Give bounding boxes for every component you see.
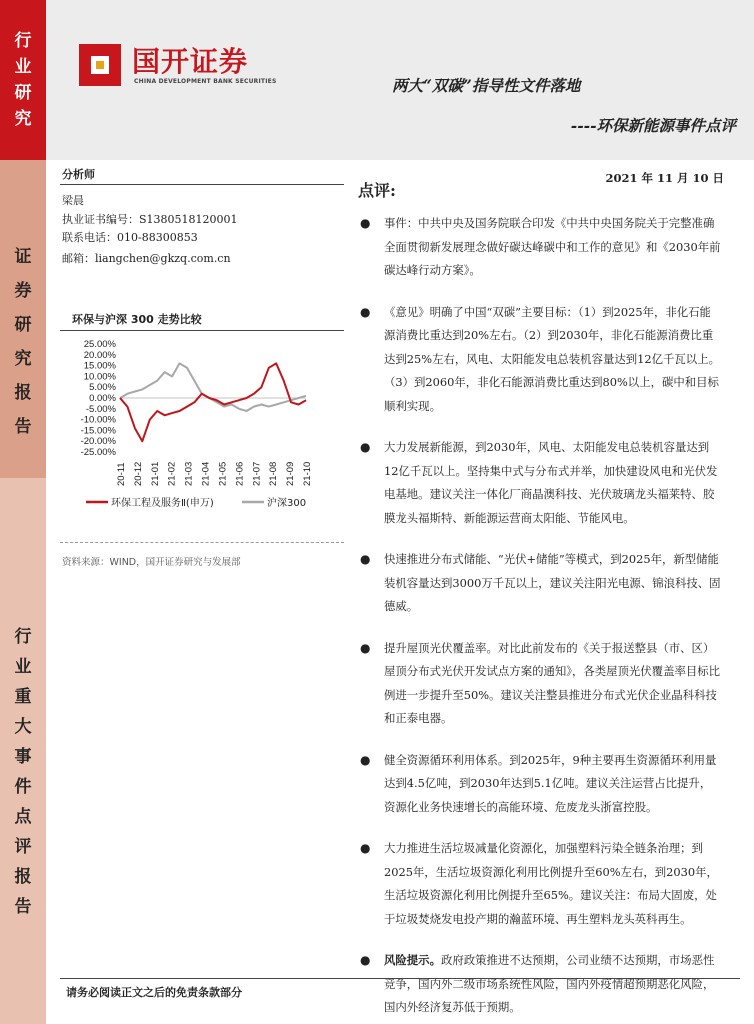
bullet-icon: ●: [360, 552, 371, 566]
y-tick-label: -5.00%: [85, 403, 116, 415]
sidebar-char: 评: [14, 837, 32, 857]
sidebar-char: 究: [14, 349, 32, 369]
report-title: 两大“双碳”指导性文件落地: [392, 76, 581, 95]
sidebar-char: 证: [14, 247, 32, 267]
list-item: ● 大力发展新能源，到2030年，风电、太阳能发电总装机容量达到12亿千瓦以上。坚持集中式与分布式并举，加快建设风电和光伏发电基地。建议关注一体化厂商晶澳科技、光伏玻璃龙头福莱特、胶膜龙头福斯特、新能源运营商太阳能、节能风电。: [358, 436, 722, 530]
analyst-heading: 分析师: [62, 168, 95, 181]
sidebar-char: 业: [14, 657, 32, 677]
y-tick-label: -15.00%: [80, 425, 116, 437]
bullet-icon: ●: [360, 752, 371, 767]
list-item: ● 提升屋顶光伏覆盖率。对比此前发布的《关于报送整县（市、区）屋顶分布式光伏开发试点方案的通知》，各类屋顶光伏覆盖率目标比例进一步提升至50%。建议关注整县推进分布式光伏企业晶科科技和正泰电器。: [358, 637, 722, 731]
sidebar-char: 告: [14, 897, 32, 917]
divider: [60, 542, 344, 543]
trend-chart: [62, 336, 344, 516]
y-tick-label: 5.00%: [89, 382, 116, 394]
x-tick-label: 21-03: [183, 461, 195, 486]
bullet-icon: ●: [360, 304, 371, 319]
x-tick-label: 21-10: [302, 461, 313, 486]
sidebar-char: 行: [14, 31, 32, 51]
sidebar-char: 报: [14, 867, 32, 887]
analyst-cert: 执业证书编号：S1380518120001: [62, 213, 238, 226]
disclaimer-note: 请务必阅读正文之后的免责条款部分: [66, 986, 242, 999]
sidebar-char: 究: [14, 109, 32, 129]
sidebar-char: 研: [14, 83, 32, 103]
sidebar-char: 业: [14, 57, 32, 77]
chart-source: 资料来源：WIND，国开证券研究与发展部: [62, 557, 241, 568]
y-tick-label: 15.00%: [83, 360, 116, 372]
risk-item: [358, 949, 722, 1020]
divider: [60, 330, 344, 331]
analyst-name: 梁晨: [62, 194, 84, 207]
bullet-icon: ●: [360, 440, 371, 454]
sidebar-char: 券: [14, 281, 32, 301]
bullet-icon: ●: [360, 640, 371, 655]
x-tick-label: 21-01: [149, 461, 161, 486]
series-line: [120, 363, 306, 441]
divider: [60, 978, 740, 979]
sidebar-char: 行: [14, 627, 32, 647]
sidebar-char: 研: [14, 315, 32, 335]
analyst-phone: 联系电话：010-88300853: [62, 231, 198, 244]
y-tick-label: 10.00%: [83, 371, 116, 383]
list-item: ● 大力推进生活垃圾减量化资源化，加强塑料污染全链条治理；到2025年，生活垃圾资源化利用比例提升至60%左右，到2030年，生活垃圾资源化利用比例提升至65%。建议关注：布局大固废，处于垃圾焚烧发电投产期的瀚蓝环境、再生塑料龙头英科再生。: [358, 837, 722, 931]
risk-label: 风险提示。: [384, 953, 441, 967]
x-tick-label: 21-09: [285, 461, 297, 486]
report-date: 2021 年 11 月 10 日: [605, 171, 724, 185]
y-tick-label: -25.00%: [80, 447, 116, 458]
list-item: ● 健全资源循环利用体系。到2025年，9种主要再生资源循环利用量达到4.5亿吨，到2030年达到5.1亿吨。建议关注运营占比提升，资源化业务快速增长的高能环境、危废龙头浙富控股。: [358, 749, 722, 820]
series-line: [120, 363, 306, 411]
legend-label: 沪深300: [267, 498, 307, 509]
y-tick-label: -10.00%: [80, 414, 116, 426]
x-tick-label: 21-02: [166, 461, 178, 486]
comment-heading: 点评:: [358, 181, 396, 200]
sidebar-char: 点: [14, 807, 32, 827]
chart-title: 环保与沪深 300 走势比较: [72, 313, 202, 326]
report-subtitle: ----环保新能源事件点评: [570, 116, 736, 135]
analyst-email[interactable]: 邮箱：liangchen@gkzq.com.cn: [62, 252, 231, 265]
sidebar-label-event-review: [0, 622, 46, 922]
bullet-icon: ●: [360, 841, 371, 855]
brand-name-english: CHINA DEVELOPMENT BANK SECURITIES: [134, 78, 277, 85]
report-header: [46, 0, 754, 160]
sidebar-char: 重: [14, 687, 32, 707]
list-item: ● 事件：中共中央及国务院联合印发《中共中央国务院关于完整准确全面贯彻新发展理念做好碳达峰碳中和工作的意见》和《2030年前碳达峰行动方案》。: [358, 212, 722, 283]
risk-text: 政府政策推进不达预期，公司业绩不达预期，市场恶性竞争，国内外二级市场系统性风险，国内外疫情超预期恶化风险，国内外经济复苏低于预期。: [384, 953, 715, 1014]
bullet-icon: ●: [360, 216, 371, 230]
y-tick-label: 20.00%: [83, 349, 116, 361]
x-tick-label: 21-04: [200, 461, 212, 486]
legend-label: 环保工程及服务Ⅱ(申万): [111, 498, 214, 509]
x-tick-label: 21-08: [268, 461, 280, 486]
y-tick-label: 0.00%: [89, 393, 116, 404]
y-tick-label: -20.00%: [80, 436, 116, 448]
brand-logo-icon: [79, 44, 121, 86]
y-tick-label: 25.00%: [83, 339, 116, 350]
sidebar-label-industry-research: [0, 28, 46, 132]
sidebar-char: 事: [14, 747, 32, 767]
sidebar-char: 告: [14, 417, 32, 437]
list-item: ● 快速推进分布式储能、“光伏+储能”等模式，到2025年，新型储能装机容量达到3000万千瓦以上，建议关注阳光电源、锦浪科技、固德威。: [358, 548, 722, 619]
bullet-icon: ●: [360, 953, 371, 967]
brand-name: 国开证券: [132, 45, 249, 78]
comment-list: [358, 212, 722, 1020]
sidebar-char: 件: [14, 777, 32, 797]
sidebar-char: 报: [14, 383, 32, 403]
sidebar-char: 大: [14, 717, 32, 737]
x-tick-label: 20-12: [132, 461, 144, 486]
x-tick-label: 21-07: [251, 461, 263, 486]
sidebar-label-securities-report: [0, 240, 46, 444]
x-tick-label: 21-05: [217, 461, 229, 486]
divider: [60, 184, 344, 185]
x-tick-label: 20-11: [116, 462, 127, 486]
list-item: ● 《意见》明确了中国“双碳”主要目标：（1）到2025年，非化石能源消费比重达到20%左右。（2）到2030年，非化石能源消费比重达到25%左右，风电、太阳能发电总装机容量达到12亿千瓦以上。（3）到2060年，非化石能源消费比重达到80%以上，碳中和目标顺利实现。: [358, 301, 722, 419]
x-tick-label: 21-06: [234, 461, 246, 486]
